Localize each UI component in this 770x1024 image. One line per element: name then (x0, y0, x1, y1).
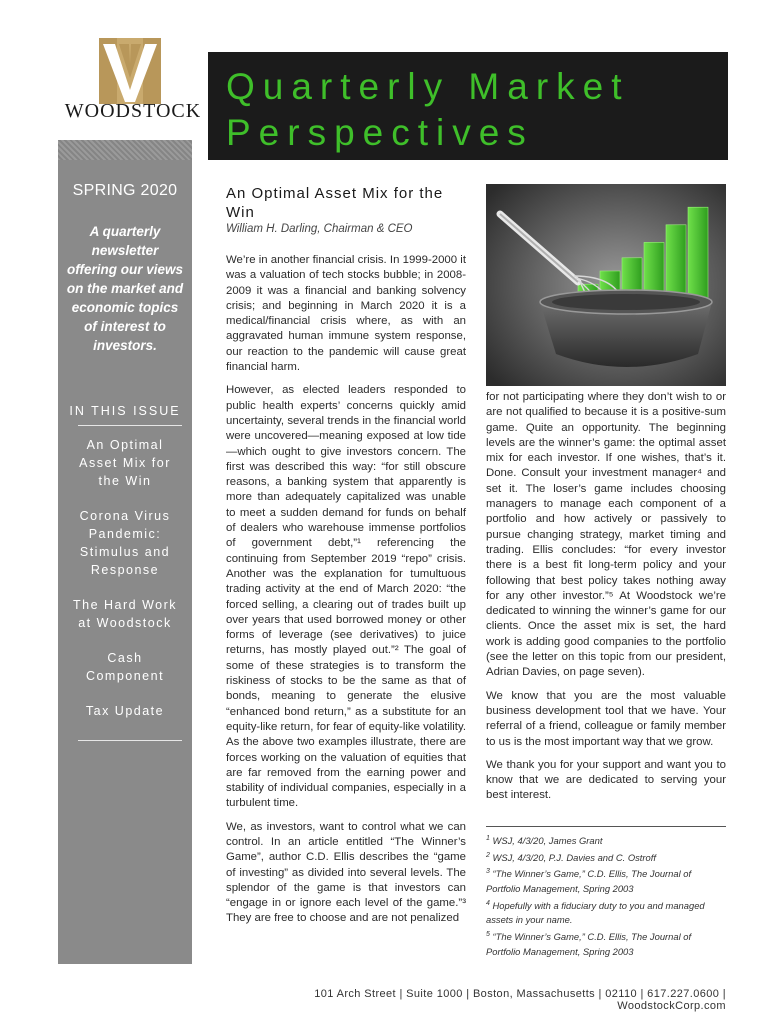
footnote-number: 1 (486, 835, 490, 842)
green-bar (688, 207, 708, 304)
footnote-number: 2 (486, 851, 490, 859)
sidebar-divider-top (78, 425, 182, 426)
issue-item[interactable]: An Optimal Asset Mix for the Win (79, 438, 171, 488)
footnote (486, 865, 726, 896)
article-column-2 (486, 390, 726, 812)
issue-item[interactable]: Tax Update (85, 704, 165, 718)
footer-contact: 101 Arch Street | Suite 1000 | Boston, Massachusetts | 02110 | 617.227.0600 | WoodstockCorp.com (314, 988, 726, 1012)
newsletter-tagline: A quarterly newsletter offering our views on the market and economic topics of interest to investors. (66, 224, 184, 353)
footnotes (486, 832, 726, 959)
paragraph: We know that you are the most valuable business development tool that we have. Your referral of a friend, colleague or family member to us is the most important way that we grow. (486, 689, 726, 748)
footnote-text: WSJ, 4/3/20, James Grant (492, 835, 603, 847)
paragraph: We, as investors, want to control what we can control. In an article entitled “The Winner’s Game”, author C.D. Ellis describes the “game of investing” as divided into several levels. The splendor of the game is that investors can “engage in or ignore each level of the game.”³ They are free to choose and are not penalized (226, 820, 466, 925)
article-author: William H. Darling, Chairman & CEO (226, 223, 413, 235)
newsletter-title-line1: Quarterly Market (226, 66, 630, 107)
newsletter-title (226, 64, 630, 156)
woodstock-logo-icon (99, 38, 161, 104)
issue-item[interactable]: Cash Component (85, 651, 165, 683)
footnote-text: Hopefully with a fiduciary duty to you and managed assets in your name. (486, 899, 705, 926)
footnote-text: WSJ, 4/3/20, P.J. Davies and C. Ostroff (492, 851, 656, 863)
issue-item[interactable]: The Hard Work at Woodstock (72, 598, 177, 630)
footnote (486, 928, 726, 959)
article-column-1 (226, 253, 466, 935)
footnote (486, 832, 726, 849)
footnote (486, 849, 726, 866)
newsletter-title-line2: Perspectives (226, 112, 534, 153)
footnote-divider (486, 826, 726, 827)
footnote (486, 897, 726, 928)
article-title: An Optimal Asset Mix for the Win (226, 185, 444, 221)
footnote-number: 3 (486, 868, 490, 876)
issue-contents-list (58, 436, 192, 737)
footnote-number: 5 (486, 931, 490, 939)
footnote-number: 4 (486, 899, 490, 907)
in-this-issue-heading: IN THIS ISSUE (69, 404, 181, 418)
paragraph: We’re in another financial crisis. In 1999-2000 it was a valuation of tech stocks bubble; in 2008-2009 it was a financial and banking solvency crisis; and beginning in March 2020 it is a medical/financial crisis where, as with an aggravated human immune system response, our reaction to the pandemic will cause great financial harm. (226, 254, 466, 374)
paragraph: We thank you for your support and want you to know that we are dedicated to serving your best interest. (486, 758, 726, 802)
paragraph: However, as elected leaders responded to public health experts’ concerns quickly amid uncertainty, several trends in the financial world were uncovered—meaning exposed at low tide—which ought to give investors concern. The first was described this way: “for still obscure reasons, a banking system that apparently is more than adequately capitalized was unable to meet a sudden demand for funds on behalf of dealers who warehouse immense portfolios of government debt,”¹ referencing the continuing from September 2019 “repo” crisis. Another was the explanation for tumultuous trading activity at the end of March 2020: “the forced selling, a clearing out of trades built up over years that used borrowed money or other forms of leverage (see derivatives) to juice returns, has mostly played out.”² The goal of some of these strategies is to transform the riskiness of stocks to be the same as that of bonds, meaning to generate the elusive “enhanced bond return,” as a substitute for an equity-like return, for fear of equity-like volatility. As the above two examples illustrate, there are forces working on the valuation of equities that are far removed from the earning power and stability of individual companies, especially in a turbulent time. (226, 384, 466, 810)
footnote-text: “The Winner’s Game,” C.D. Ellis, The Journal of Portfolio Management, Spring 2003 (486, 868, 692, 895)
issue-item[interactable]: Corona Virus Pandemic: Stimulus and Response (79, 509, 171, 577)
sidebar-divider-bottom (78, 740, 182, 741)
footnote-text: “The Winner’s Game,” C.D. Ellis, The Journal of Portfolio Management, Spring 2003 (486, 931, 692, 957)
whisk-bowl-illustration (486, 184, 726, 386)
paragraph: for not participating where they don’t wish to or are not qualified to because it is a positive-sum game. Quite an opportunity. The beginning levels are the winner’s game: the optimal asset mix for each investor. If one wishes, that’s it. Done. Consult your investment manager⁴ and set it. The loser’s game includes choosing managers to manage each component of a portfolio and how actively or passively to pursue changing strategy, market timing and trading. Ellis concludes: “for every investor there is a best fit long-term policy and your following that best policy takes nothing away for any other investor.”⁵ At Woodstock we’re dedicated to winning the winner’s game for our clients. Once the asset mix is set, the hard work is adding good companies to the portfolio (see the letter on this topic from our president, Adrian Davies, on page seven). (486, 391, 726, 679)
sidebar-texture-strip (58, 140, 192, 160)
logo-wordmark: WOODSTOCK (64, 100, 202, 122)
issue-season: SPRING 2020 (72, 182, 178, 199)
